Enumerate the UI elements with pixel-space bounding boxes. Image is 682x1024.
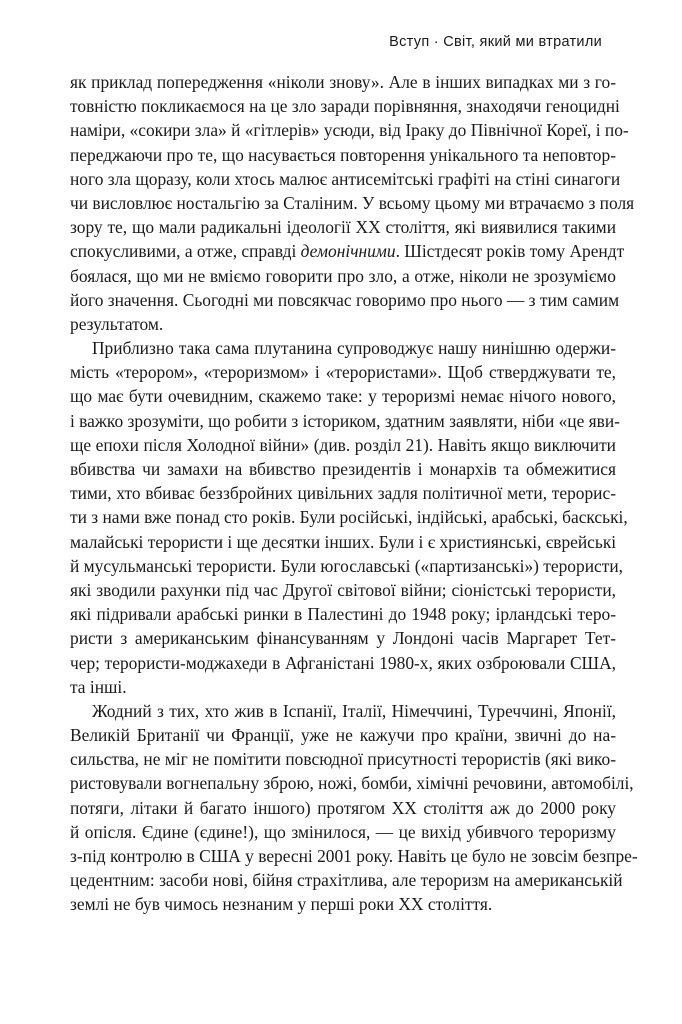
text-line xyxy=(70,433,616,457)
paragraph xyxy=(70,699,638,917)
text-run: мість «терором», «тероризмом» і «терористами». Щоб стверджувати те, xyxy=(70,362,616,383)
text-line xyxy=(70,384,616,408)
text-run: малайські терористи і ще десятки інших. Були і є християнські, єврейські xyxy=(70,531,617,552)
text-line xyxy=(70,844,638,868)
body-text xyxy=(70,70,638,917)
text-run: Приблизно така сама плутанина супроводжує нашу нинішню одержи- xyxy=(92,338,616,359)
text-run: потяги, літаки й багато іншого) протягом XX століття аж до 2000 року xyxy=(70,797,616,818)
text-line xyxy=(70,771,634,795)
text-run: що має бути очевидним, скажемо таке: у тероризмі немає нічого нового, xyxy=(70,386,616,407)
text-run: переджаючи про те, що насувається повторення унікального та неповтор- xyxy=(70,144,616,165)
text-line xyxy=(70,360,616,384)
text-line xyxy=(70,602,616,626)
text-run: тими, хто вбиває беззбройних цивільних задля політичної мети, терорис- xyxy=(70,483,616,504)
paragraph xyxy=(70,70,635,336)
text-run: ти з нами вже понад сто років. Були російські, індійські, арабські, баскські, xyxy=(70,507,628,528)
text-line xyxy=(70,457,616,481)
text-line xyxy=(70,723,616,747)
text-run: і важко зрозуміти, що робити з істориком, здатним заявляти, ніби «це яви- xyxy=(70,410,620,431)
text-run: ще епохи після Холодної війни» (див. розділ 21). Навіть якщо виключити xyxy=(70,434,616,455)
text-run: чер; терористи-моджахеди в Афганістані 1980-х, яких озброювали США, xyxy=(70,652,616,673)
text-run: й мусульманські терористи. Були югославські («партизанські») терористи, xyxy=(70,555,623,576)
text-run: ного зла щоразу, коли хтось малює антисемітські графіті на стіні синагоги xyxy=(70,168,621,189)
text-run: вбивства чи замахи на вбивство президентів і монархів та обмежитися xyxy=(70,459,616,479)
text-line xyxy=(70,675,616,699)
text-line xyxy=(70,505,628,529)
text-run: які зводили рахунки під час Другої світової війни; сіоністські терористи, xyxy=(70,579,616,600)
text-run: зору те, що мали радикальні ідеології XX століття, які виявилися такими xyxy=(70,217,616,238)
text-run: як приклад попередження «ніколи знову». Але в інших випадках ми з го- xyxy=(70,72,616,92)
running-header: Вступ · Світ, який ми втратили xyxy=(389,34,602,50)
text-line xyxy=(70,747,616,771)
text-line xyxy=(70,167,621,191)
text-line xyxy=(70,699,616,723)
text-run: та інші. xyxy=(70,676,127,697)
text-run: чи висловлює ностальгію за Сталіним. У всьому цьому ми втрачаємо з поля xyxy=(70,192,635,213)
text-line xyxy=(70,94,620,118)
text-run: з-під контролю в США у вересні 2001 року. Навіть це було не зовсім безпре- xyxy=(70,846,638,866)
text-line xyxy=(70,70,616,94)
text-run: товністю покликаємося на це зло заради порівняння, знаходячи геноцидні xyxy=(70,96,620,117)
text-run: ристи з американським фінансуванням у Лондоні часів Маргарет Тет- xyxy=(70,628,616,649)
text-run: які підривали арабські ринки в Палестині до 1948 року; ірландські теро- xyxy=(70,604,616,625)
text-line xyxy=(70,336,616,360)
text-line xyxy=(70,143,616,167)
text-run: боялася, що ми не вміємо говорити про зло, а отже, ніколи не зрозуміємо xyxy=(70,265,616,286)
text-run: землі не був чимось незнаним у перші роки XX століття. xyxy=(70,894,493,915)
text-run: ристовували вогнепальну зброю, ножі, бомби, хімічні речовини, автомобілі, xyxy=(70,773,634,794)
paragraph xyxy=(70,336,628,699)
text-line xyxy=(70,626,616,650)
text-run: Жодний з тих, хто жив в Іспанії, Італії, Німеччині, Туреччині, Японії, xyxy=(92,700,616,721)
text-run: цедентним: засоби нові, бійня страхітлива, але тероризм на американській xyxy=(70,870,623,891)
text-run: й опісля. Єдине (єдине!), що змінилося, — це вихід убивчого тероризму xyxy=(70,821,616,842)
text-line xyxy=(70,554,623,578)
text-line xyxy=(70,191,635,215)
text-run: результатом. xyxy=(70,313,164,334)
text-line xyxy=(70,312,616,336)
text-line xyxy=(70,868,623,892)
text-run: його значення. Сьогодні ми повсякчас говоримо про нього — з тим самим xyxy=(70,289,620,310)
text-run: наміри, «сокири зла» й «гітлерів» усюди, від Іраку до Північної Кореї, і по- xyxy=(70,120,629,141)
text-line xyxy=(70,264,616,288)
text-line xyxy=(70,118,629,142)
text-line xyxy=(70,892,616,916)
text-line xyxy=(70,481,616,505)
italic-text: демонічними xyxy=(300,241,396,262)
text-run: . Шістдесят років тому Арендт xyxy=(395,241,625,262)
text-line xyxy=(70,820,616,844)
text-run: Великій Британії чи Франції, уже не кажучи про країни, звичні до на- xyxy=(70,725,616,746)
text-run: спокусливими, а отже, справді xyxy=(70,241,301,262)
text-line xyxy=(70,215,616,239)
text-line xyxy=(70,239,625,263)
text-line xyxy=(70,578,616,602)
text-line xyxy=(70,409,620,433)
text-line xyxy=(70,651,616,675)
text-line xyxy=(70,530,616,554)
text-run: сильства, не міг не помітити повсюдної присутності терористів (які вико- xyxy=(70,749,616,770)
text-line xyxy=(70,796,616,820)
text-line xyxy=(70,288,620,312)
